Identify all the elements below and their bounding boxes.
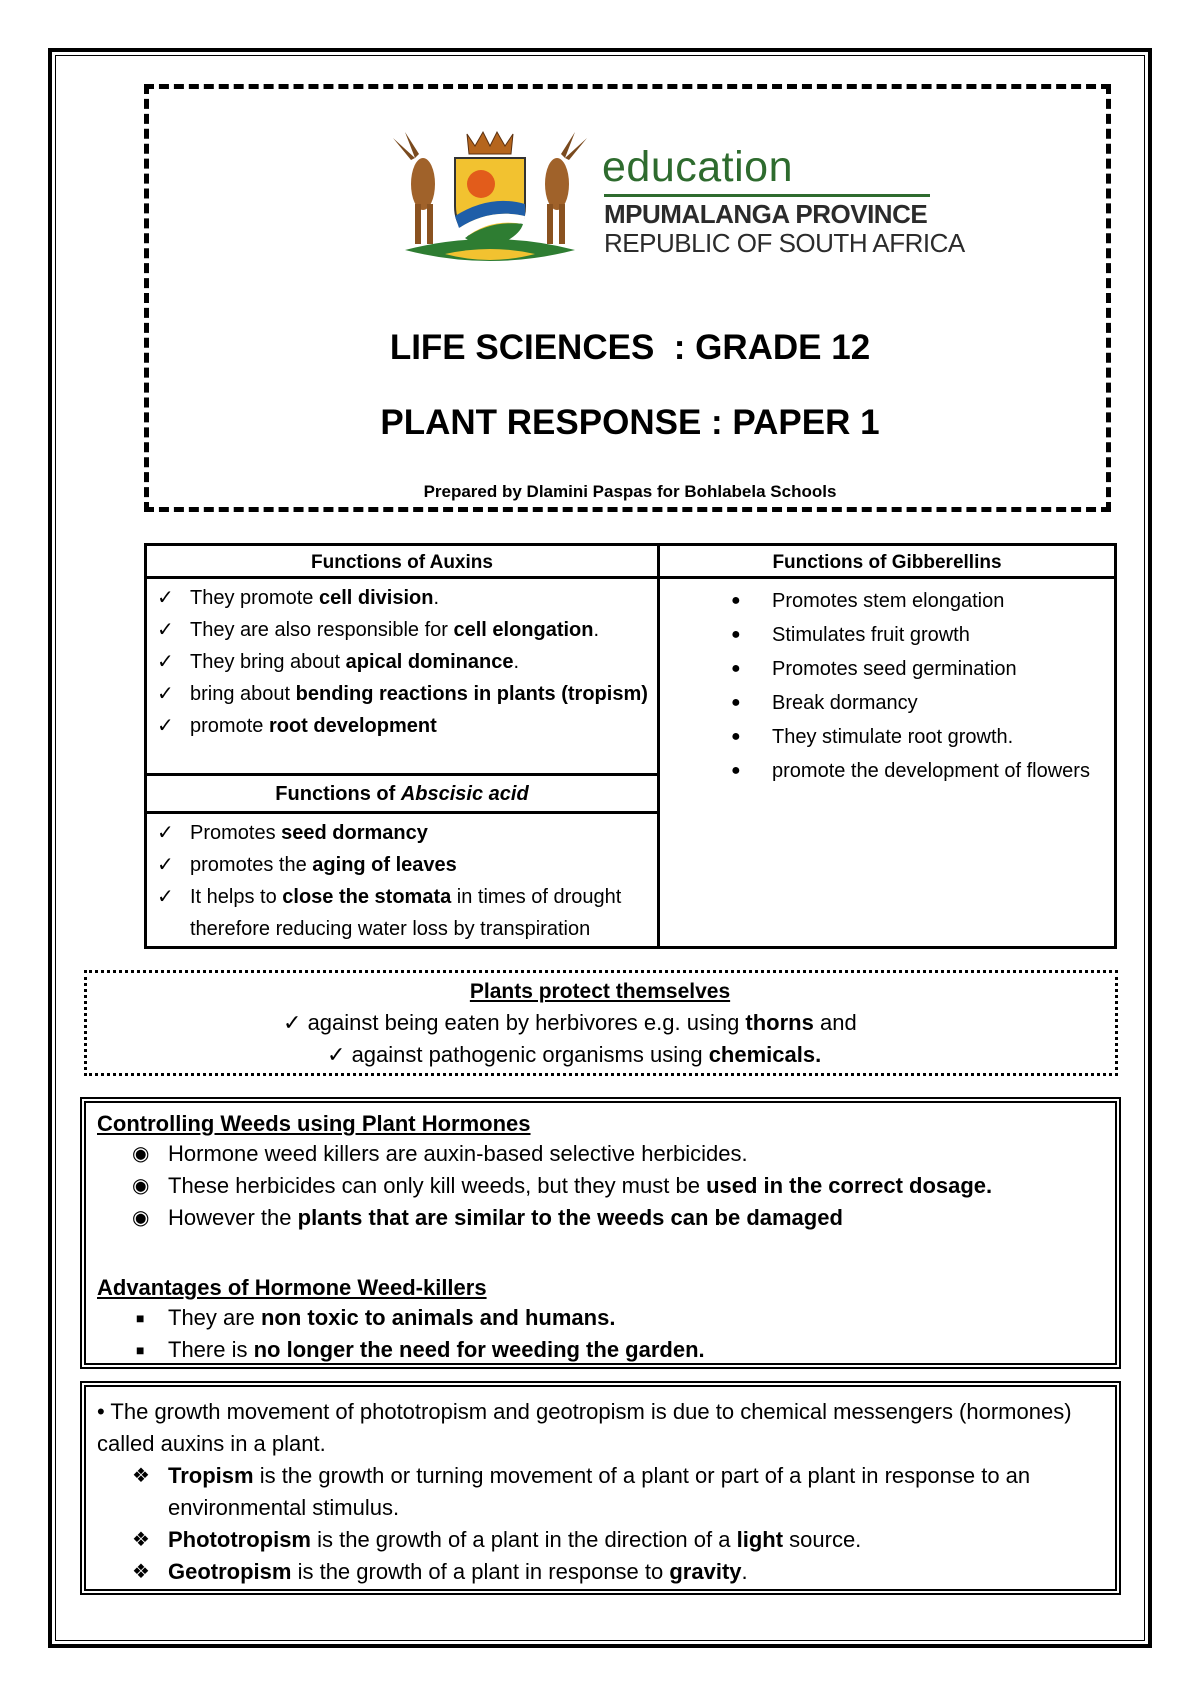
diamond-bullet-icon: ❖	[132, 1529, 150, 1551]
diamond-bullet-icon: ❖	[132, 1561, 150, 1583]
list-item	[727, 686, 1107, 720]
weeds-heading: Controlling Weeds using Plant Hormones	[97, 1111, 531, 1136]
item-bold: plants that are similar to the weeds can be damaged	[297, 1205, 843, 1230]
definition-text: source.	[783, 1527, 862, 1552]
item-text: promotes the	[190, 854, 313, 876]
item-bold: close the stomata	[282, 886, 452, 908]
list-item	[157, 678, 652, 710]
line-text: against pathogenic organisms using	[351, 1042, 709, 1067]
line-text: and	[813, 1010, 857, 1035]
item-bold: root development	[268, 715, 437, 737]
list-item	[132, 1334, 705, 1366]
list-item	[157, 710, 652, 742]
item-text: .	[433, 587, 439, 609]
item-text: Promotes stem elongation	[772, 590, 1005, 612]
document-subtitle: PLANT RESPONSE : PAPER 1	[380, 403, 880, 442]
term: Phototropism	[168, 1527, 311, 1552]
line-bold: chemicals.	[708, 1042, 822, 1067]
item-text: They bring about	[190, 651, 346, 673]
advantages-list	[132, 1302, 705, 1366]
list-item	[157, 817, 627, 849]
definition-text: .	[741, 1559, 748, 1584]
item-text: These herbicides can only kill weeds, but they must be	[168, 1173, 707, 1198]
table-abscisic-top-rule	[144, 773, 658, 776]
item-text: .	[513, 651, 520, 673]
bullet-icon: ●	[731, 762, 741, 779]
item-text: Hormone weed killers are auxin-based selective herbicides.	[168, 1141, 748, 1166]
list-item	[132, 1202, 992, 1234]
heading-text: Functions of	[275, 783, 401, 805]
line-bold: thorns	[745, 1010, 814, 1035]
intro-text: The growth movement of phototropism and geotropism is due to chemical messengers (hormones) called auxins in a plant.	[97, 1399, 1072, 1456]
check-icon: ✓	[157, 619, 174, 641]
item-text: They stimulate root growth.	[772, 726, 1014, 748]
item-text: They are also responsible for	[190, 619, 454, 641]
logo-education-text: education	[602, 143, 793, 191]
item-text: It helps to	[190, 886, 283, 908]
list-item	[157, 849, 627, 881]
item-bold: seed dormancy	[281, 822, 428, 844]
item-text: Stimulates fruit growth	[772, 624, 970, 646]
check-icon: ✓	[157, 683, 174, 705]
list-item	[132, 1302, 705, 1334]
gibberellins-heading: Functions of Gibberellins	[772, 552, 1002, 573]
square-bullet-icon: ■	[136, 1342, 145, 1358]
prepared-by: Prepared by Dlamini Paspas for Bohlabela Schools	[423, 482, 837, 501]
abscisic-heading	[147, 784, 657, 804]
definition-text: is the growth of a plant in response to	[291, 1559, 670, 1584]
item-text: Break dormancy	[772, 692, 918, 714]
list-item	[727, 720, 1107, 754]
tropism-definitions	[132, 1460, 1092, 1588]
item-bold: apical dominance	[345, 651, 514, 673]
check-icon: ✓	[157, 715, 174, 737]
bullet-icon: ●	[731, 592, 741, 609]
advantages-heading: Advantages of Hormone Weed-killers	[97, 1275, 487, 1300]
term: Tropism	[168, 1463, 254, 1488]
item-bold: aging of leaves	[312, 854, 457, 876]
list-item	[727, 652, 1107, 686]
list-item	[157, 881, 627, 945]
list-item	[727, 584, 1107, 618]
item-text: .	[593, 619, 600, 641]
logo-country-text: REPUBLIC OF SOUTH AFRICA	[604, 228, 965, 258]
bullet-icon: ●	[731, 728, 741, 745]
auxins-list	[157, 582, 652, 742]
radio-bullet-icon: ◉	[132, 1175, 150, 1197]
item-text: in times of drought therefore reducing water loss by transpiration	[190, 886, 622, 940]
list-item	[132, 1524, 1092, 1556]
square-bullet-icon: ■	[136, 1310, 145, 1326]
auxins-heading: Functions of Auxins	[311, 552, 493, 573]
item-bold: used in the correct dosage.	[706, 1173, 993, 1198]
list-item	[727, 754, 1107, 788]
definition-bold: light	[736, 1527, 784, 1552]
bullet-icon: ●	[731, 694, 741, 711]
list-item	[132, 1556, 1092, 1588]
item-bold: cell division	[318, 587, 434, 609]
term: Geotropism	[168, 1559, 292, 1584]
document-title: LIFE SCIENCES : GRADE 12	[389, 328, 871, 367]
item-text: bring about	[190, 683, 296, 705]
bullet-icon: •	[97, 1399, 105, 1424]
tropism-intro	[97, 1396, 1097, 1460]
gibberellins-list	[727, 584, 1107, 788]
list-item	[157, 646, 652, 678]
item-bold: non toxic to animals and humans.	[260, 1305, 616, 1330]
heading-hormone-name: Abscisic acid	[400, 783, 529, 805]
diamond-bullet-icon: ❖	[132, 1465, 150, 1487]
protection-line-2	[327, 1044, 821, 1066]
list-item	[132, 1170, 992, 1202]
item-bold: cell elongation	[453, 619, 594, 641]
item-text: They promote	[190, 587, 319, 609]
check-icon: ✓	[157, 886, 174, 908]
definition-text: is the growth of a plant in the direction of a	[311, 1527, 737, 1552]
check-icon: ✓	[283, 1010, 302, 1035]
coat-of-arms-logo	[385, 124, 595, 274]
radio-bullet-icon: ◉	[132, 1207, 150, 1229]
list-item	[132, 1138, 992, 1170]
definition-text: is the growth or turning movement of a plant or part of a plant in response to an environmental stimulus.	[168, 1463, 1031, 1520]
item-text: Promotes seed germination	[772, 658, 1017, 680]
bullet-icon: ●	[731, 626, 741, 643]
check-icon: ✓	[157, 651, 174, 673]
item-text: However the	[168, 1205, 298, 1230]
radio-bullet-icon: ◉	[132, 1143, 150, 1165]
line-text: against being eaten by herbivores e.g. using	[307, 1010, 746, 1035]
item-text: There is	[168, 1337, 254, 1362]
weeds-list	[132, 1138, 992, 1234]
check-icon: ✓	[157, 854, 174, 876]
item-text: They are	[168, 1305, 261, 1330]
item-text: promote the development of flowers	[772, 760, 1090, 782]
item-bold: no longer the need for weeding the garden.	[253, 1337, 705, 1362]
protection-heading: Plants protect themselves	[469, 980, 731, 1003]
check-icon: ✓	[327, 1042, 346, 1067]
list-item	[157, 614, 652, 646]
check-icon: ✓	[157, 587, 174, 609]
table-column-divider	[657, 543, 660, 949]
item-bold: bending reactions in plants (tropism)	[295, 683, 648, 705]
logo-province-text: MPUMALANGA PROVINCE	[604, 199, 928, 229]
logo-rule	[604, 194, 930, 197]
list-item	[132, 1460, 1092, 1524]
definition-bold: gravity	[669, 1559, 742, 1584]
list-item	[157, 582, 652, 614]
item-text: promote	[190, 715, 269, 737]
protection-line-1	[283, 1012, 857, 1034]
list-item	[727, 618, 1107, 652]
table-header-rule	[144, 576, 1117, 579]
table-abscisic-header-rule	[144, 811, 658, 814]
bullet-icon: ●	[731, 660, 741, 677]
item-text: Promotes	[190, 822, 282, 844]
check-icon: ✓	[157, 822, 174, 844]
abscisic-list	[157, 817, 627, 945]
